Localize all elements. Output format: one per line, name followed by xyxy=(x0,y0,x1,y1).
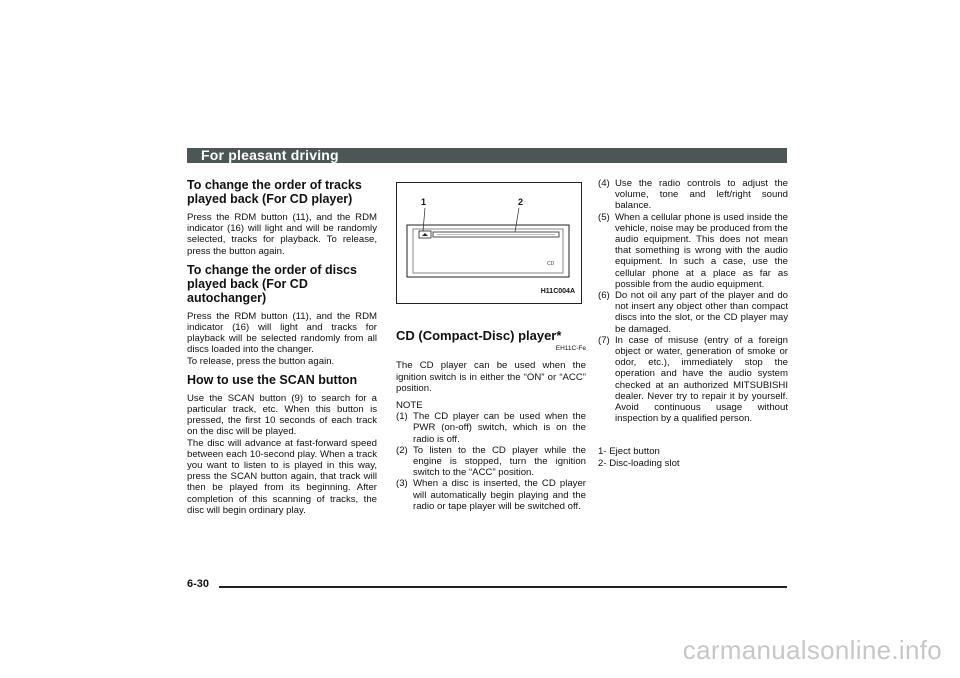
paragraph-disc-order: Press the RDM button (11), and the RDM indicator (16) will light and tracks for playback will be selected randomly from all discs loaded into the changer. xyxy=(187,310,377,356)
heading-scan-button: How to use the SCAN button xyxy=(187,372,358,387)
watermark: carmanualsonline.info xyxy=(682,635,942,665)
legend-item-2: 2- Disc-loading slot xyxy=(598,457,680,469)
heading-track-order: To change the order of tracks played back (For CD player) xyxy=(187,178,362,206)
page-number: 6-30 xyxy=(187,578,210,590)
paragraph-scan-1: Use the SCAN button (9) to search for a particular track, etc. When this button is pressed, the first 10 seconds of each track on the disc will be played. xyxy=(187,392,377,438)
section-code: EH11C-Fe xyxy=(555,345,586,353)
svg-text:CD: CD xyxy=(547,261,555,267)
footer-rule xyxy=(219,586,787,588)
right-column xyxy=(598,178,788,469)
note-label: NOTE xyxy=(396,400,423,412)
figure-code: H11C004A xyxy=(540,287,575,295)
note-list-1-3 xyxy=(396,411,586,512)
middle-column xyxy=(396,178,586,512)
list-item: (2) To listen to the CD player while the engine is stopped, turn the ignition switch to the “ACC” position. xyxy=(396,444,586,479)
page-section-title: For pleasant driving xyxy=(201,147,339,163)
list-item: (1) The CD player can be used when the PWR (on-off) switch, which is on the radio is off. xyxy=(396,411,586,445)
paragraph-scan-2: The disc will advance at fast-forward speed between each 10-second play. When a track you want to listen to is played in this way, press the SCAN button again, that track will then be played from its beginning. After completion of this scanning of tracks, the disc will begin ordinary play. xyxy=(187,437,377,516)
paragraph-track-order: Press the RDM button (11), and the RDM indicator (16) will light and will be randomly selected, tracks for playback. To release, press the button again. xyxy=(187,212,377,257)
paragraph-cd-intro: The CD player can be used when the ignition switch is in either the “ON” or “ACC” position. xyxy=(396,360,586,394)
paragraph-disc-order-release: To release, press the button again. xyxy=(187,355,335,367)
cd-player-figure xyxy=(396,182,582,304)
left-column xyxy=(187,178,377,516)
legend-item-1: 1- Eject button xyxy=(598,446,660,458)
header-bar xyxy=(187,148,787,163)
list-item: (6) Do not oil any part of the player and do not insert any object other than compact discs into the slot, or the CD player may be damaged. xyxy=(598,290,788,335)
note-list-4-7 xyxy=(598,178,788,424)
callout-1: 1 xyxy=(421,197,427,207)
section-title-cd-player: CD (Compact-Disc) player* xyxy=(396,328,562,343)
list-item: (4) Use the radio controls to adjust the volume, tone and left/right sound balance. xyxy=(598,178,788,212)
callout-2: 2 xyxy=(518,197,524,207)
list-item: (3) When a disc is inserted, the CD player will automatically begin playing and the radio or tape player will be switched off. xyxy=(396,478,586,512)
list-item: (5) When a cellular phone is used inside the vehicle, noise may be produced from the audio equipment. This does not mean that something is wrong with the audio equipment. In such a case, use the cellular phone at a place as far as possible from the audio equipment. xyxy=(598,211,788,290)
list-item: (7) In case of misuse (entry of a foreign object or water, generation of smoke or odor, etc.), immediately stop the operation and have the audio system checked at an authorized MITSUBISHI dealer. Never try to repair it by yourself. Avoid continuous usage without inspection by a qualified person. xyxy=(598,334,788,425)
heading-disc-order: To change the order of discs played back (For CD autochanger) xyxy=(187,262,357,305)
